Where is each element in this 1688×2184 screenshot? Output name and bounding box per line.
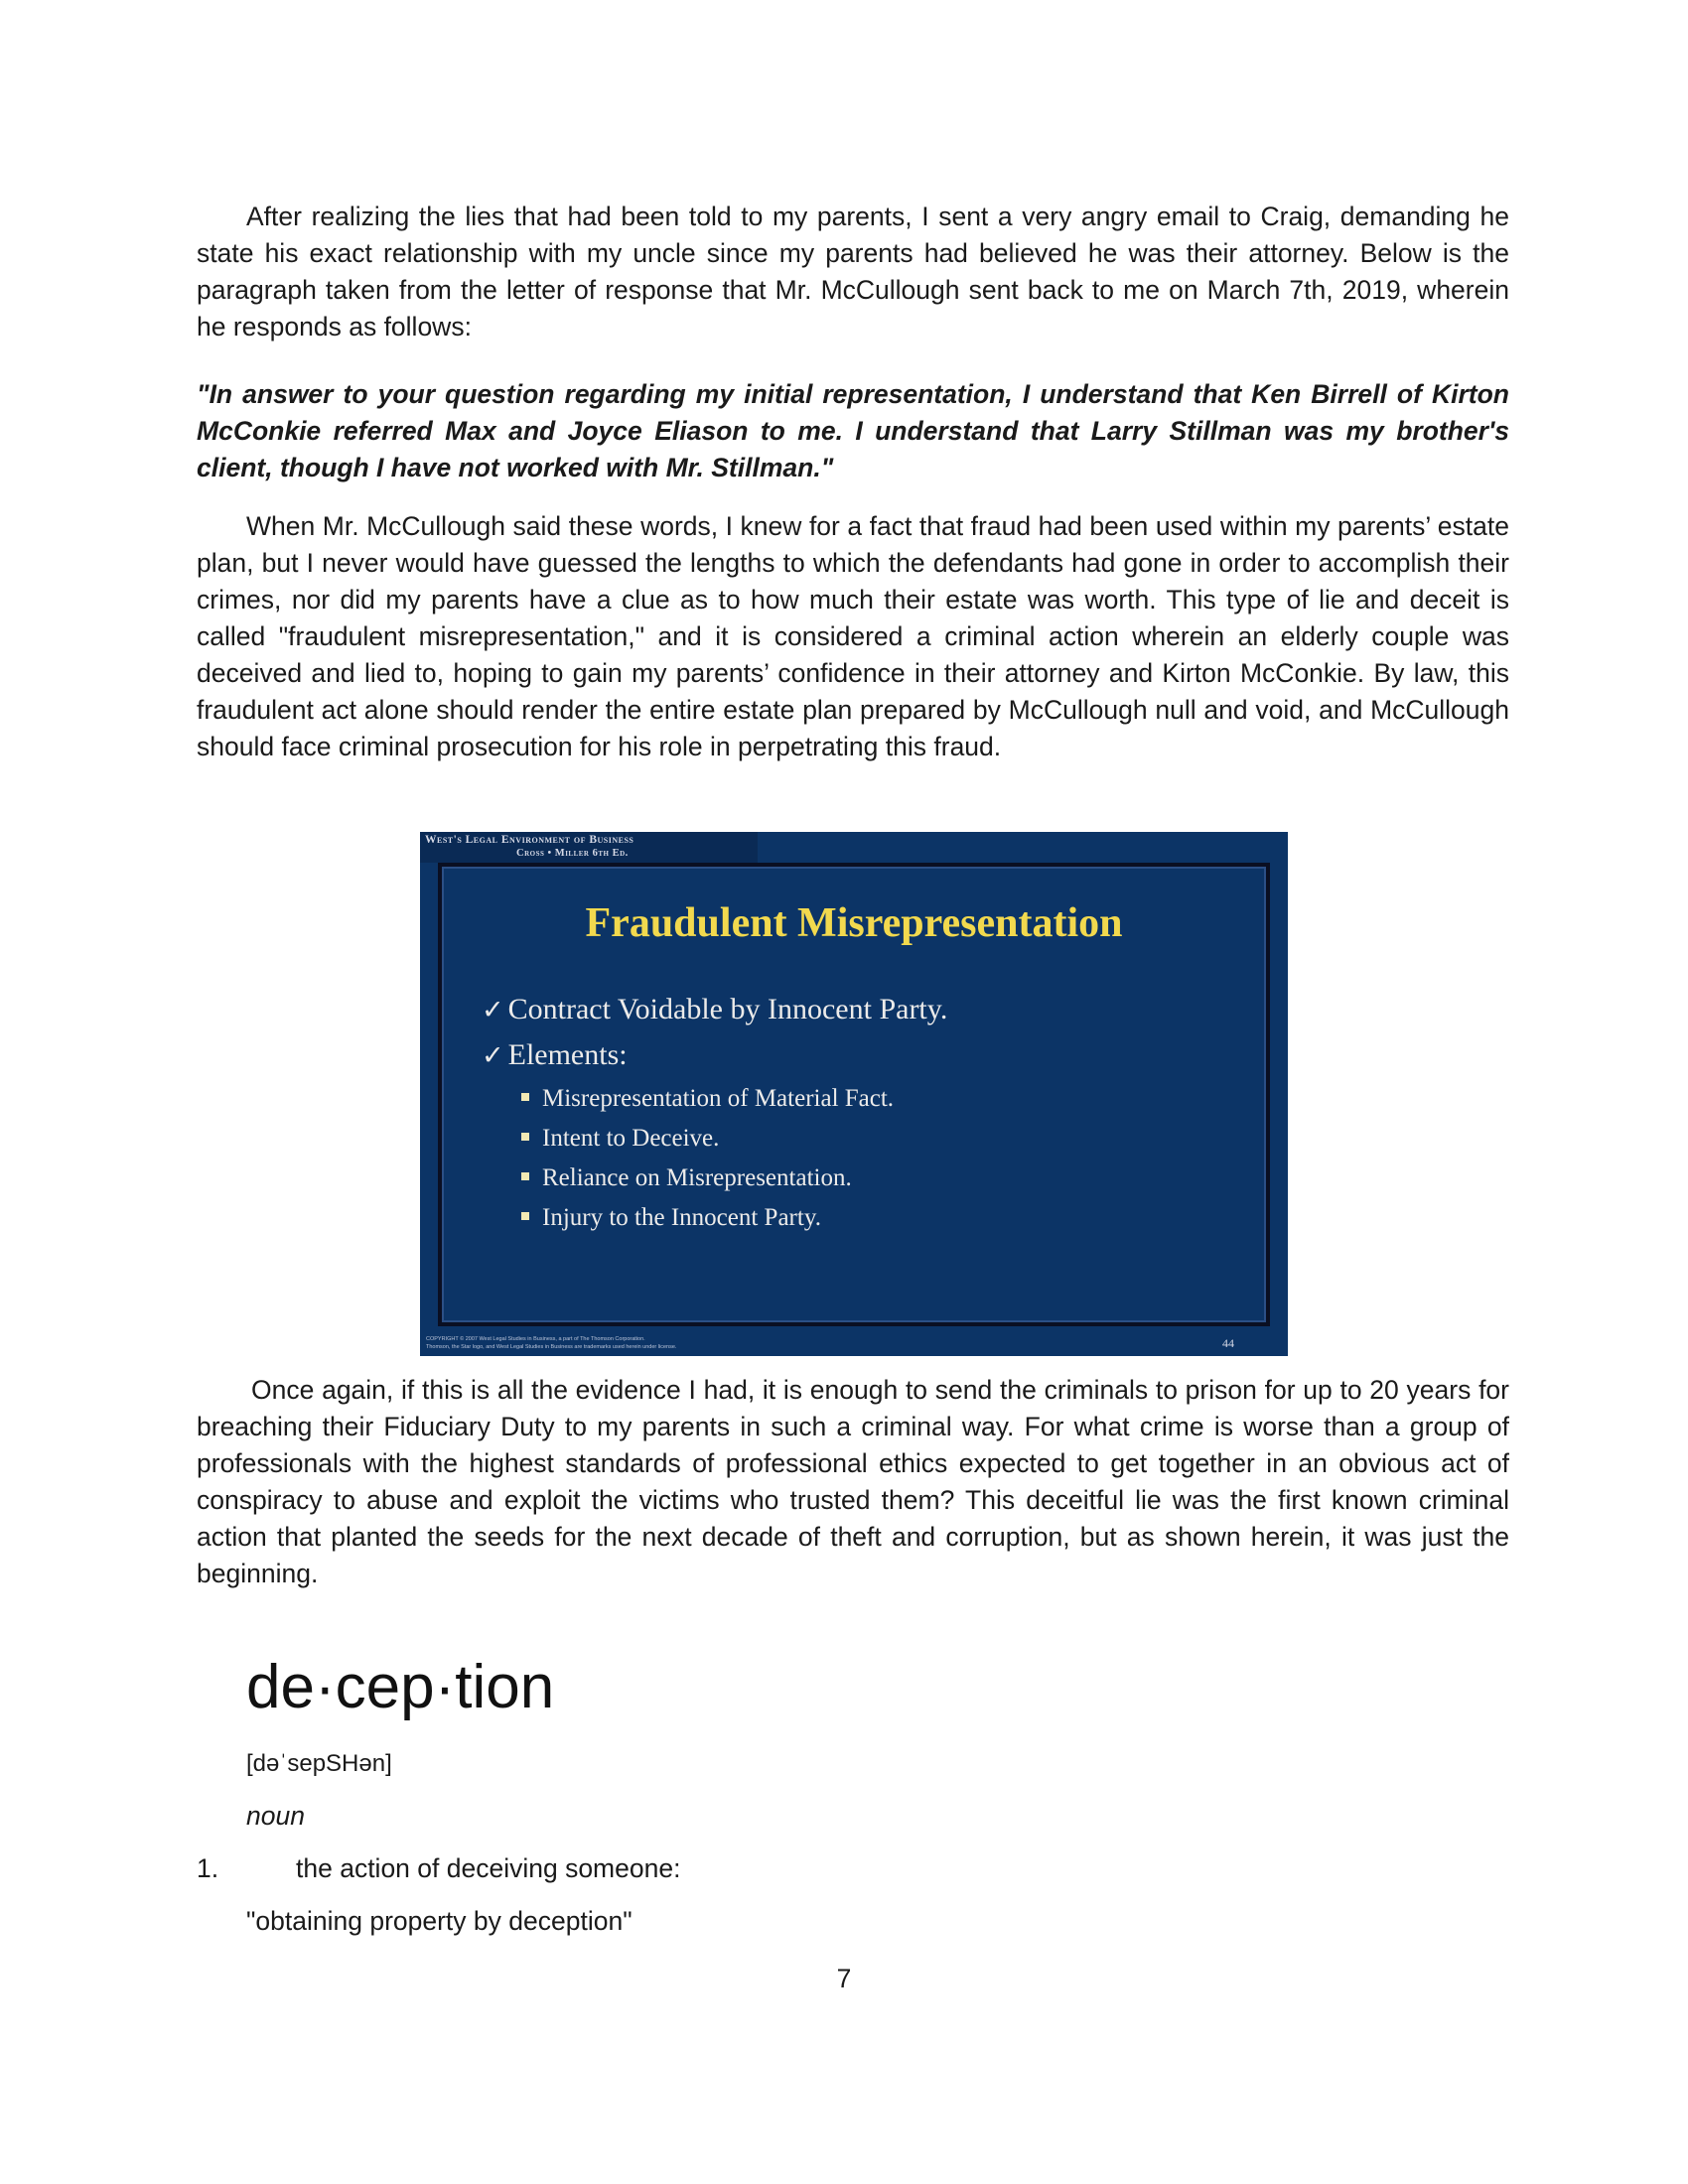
square-bullet-icon: [521, 1133, 529, 1141]
slide-element-item: [521, 1204, 821, 1232]
slide-element-item: [521, 1085, 894, 1113]
checkmark-icon: ✓: [482, 995, 504, 1025]
slide-checklist-item: [482, 1038, 628, 1072]
slide-checklist-label: Elements:: [507, 1038, 628, 1071]
slide-element-label: Injury to the Innocent Party.: [542, 1204, 821, 1231]
slide-header-banner: [420, 832, 758, 863]
slide-element-item: [521, 1164, 852, 1192]
slide-book-authors: Cross • Miller 6th Ed.: [516, 848, 629, 859]
slide-copyright-notice: [426, 1335, 982, 1351]
dictionary-headword: de·cep·tion: [246, 1653, 555, 1721]
slide-checklist-item: [482, 993, 947, 1026]
slide-book-title: West's Legal Environment of Business: [425, 834, 634, 846]
slide-page-number: 44: [1222, 1336, 1234, 1350]
page-number: 7: [836, 1964, 852, 1993]
dictionary-definition: the action of deceiving someone:: [296, 1853, 681, 1883]
slide-checklist-label: Contract Voidable by Innocent Party.: [507, 993, 948, 1025]
slide-element-label: Misrepresentation of Material Fact.: [542, 1085, 895, 1112]
square-bullet-icon: [521, 1212, 529, 1220]
checkmark-icon: ✓: [482, 1040, 504, 1071]
dictionary-part-of-speech: noun: [246, 1801, 305, 1831]
square-bullet-icon: [521, 1093, 529, 1101]
body-paragraph-1: After realizing the lies that had been told to my parents, I sent a very angry email to Craig, demanding he state his exact relationship with my uncle since my parents had believed he was their attorney. Below is the paragraph taken from the letter of response that Mr. McCullough sent back to me on March 7th, 2019, wherein he responds as follows:: [197, 202, 1509, 341]
dictionary-example: "obtaining property by deception": [246, 1906, 633, 1936]
dictionary-pronunciation: [dəˈsepSHən]: [246, 1750, 392, 1777]
fraudulent-misrepresentation-slide-image: [420, 832, 1288, 1356]
square-bullet-icon: [521, 1172, 529, 1180]
dictionary-sense-number: 1.: [197, 1853, 219, 1883]
slide-element-label: Reliance on Misrepresentation.: [542, 1164, 852, 1191]
body-paragraph-2: When Mr. McCullough said these words, I knew for a fact that fraud had been used within my parents’ estate plan, but I never would have guessed the lengths to which the defendants had gone in order to accomplish their crimes, nor did my parents have a clue as to how much their estate was worth. This type of lie and deceit is called "fraudulent misrepresentation," and it is considered a criminal action wherein an elderly couple was deceived and lied to, hoping to gain my parents’ confidence in their attorney and Kirton McConkie. By law, this fraudulent act alone should render the entire estate plan prepared by McCullough null and void, and McCullough should face criminal prosecution for his role in perpetrating this fraud.: [197, 511, 1509, 761]
slide-title: Fraudulent Misrepresentation: [585, 900, 1123, 946]
body-paragraph-3: Once again, if this is all the evidence I had, it is enough to send the criminals to prison for up to 20 years for breaching their Fiduciary Duty to my parents in such a criminal way. For what crime is worse than a group of professionals with the highest standards of professional ethics expected to get together in an obvious act of conspiracy to abuse and exploit the victims who trusted them? This deceitful lie was the first known criminal action that planted the seeds for the next decade of theft and corruption, but as shown herein, it was just the beginning.: [197, 1375, 1509, 1588]
slide-copyright-line: Thomson, the Star logo, and West Legal Studies in Business are trademarks used herein under license.: [426, 1344, 677, 1350]
slide-element-item: [521, 1125, 719, 1153]
slide-copyright-line: COPYRIGHT © 2007 West Legal Studies in Business, a part of The Thomson Corporation.: [426, 1336, 645, 1342]
quoted-letter-excerpt: "In answer to your question regarding my initial representation, I understand that Ken Birrell of Kirton McConkie referred Max and Joyce Eliason to me. I understand that Larry Stillman was my brother's client, though I have not worked with Mr. Stillman.": [197, 379, 1509, 482]
slide-element-label: Intent to Deceive.: [542, 1125, 720, 1152]
